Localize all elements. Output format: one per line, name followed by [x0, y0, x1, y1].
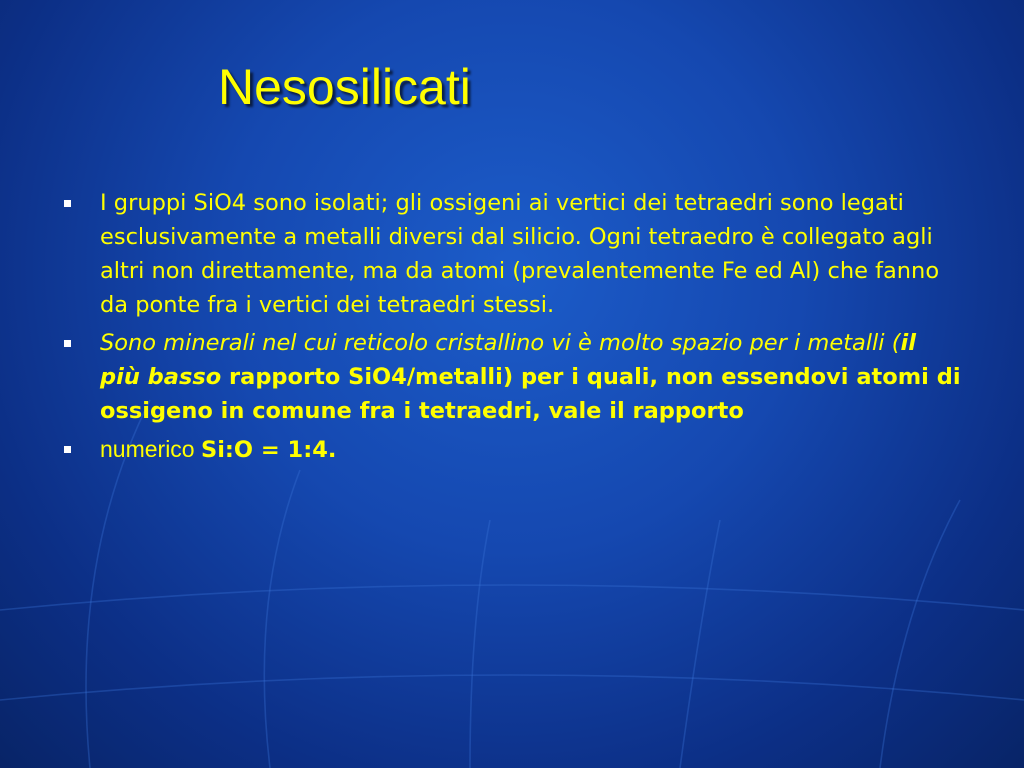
- square-bullet-icon: [64, 340, 71, 347]
- bullet-3-plain-text: numerico: [100, 436, 201, 462]
- bullet-2-bold-text: rapporto SiO4/metalli) per i quali, non essendovi atomi di ossigeno in comune fra i tetraedri, vale il rapporto: [100, 364, 961, 424]
- bullet-item-1: [62, 186, 962, 322]
- bullet-3-formula: Si:O = 1:4.: [200, 437, 337, 463]
- slide-title: Nesosilicati: [218, 59, 471, 115]
- bullet-item-3: [62, 432, 962, 467]
- square-bullet-icon: [64, 446, 71, 453]
- bullet-item-2: [62, 326, 962, 428]
- bullet-2-italic-text: Sono minerali nel cui reticolo cristallino vi è molto spazio per i metalli (: [100, 330, 901, 356]
- bullet-list: [62, 186, 962, 467]
- bullet-1-text: I gruppi SiO4 sono isolati; gli ossigeni ai vertici dei tetraedri sono legati esclusivamente a metalli diversi dal silicio. Ogni tetraedro è collegato agli altri non direttamente, ma da atomi (prevalentemente Fe ed Al) che fanno da ponte fra i vertici dei tetraedri stessi.: [100, 190, 940, 318]
- bullet-2-bold-italic-text: il più basso: [100, 330, 916, 390]
- square-bullet-icon: [64, 200, 71, 207]
